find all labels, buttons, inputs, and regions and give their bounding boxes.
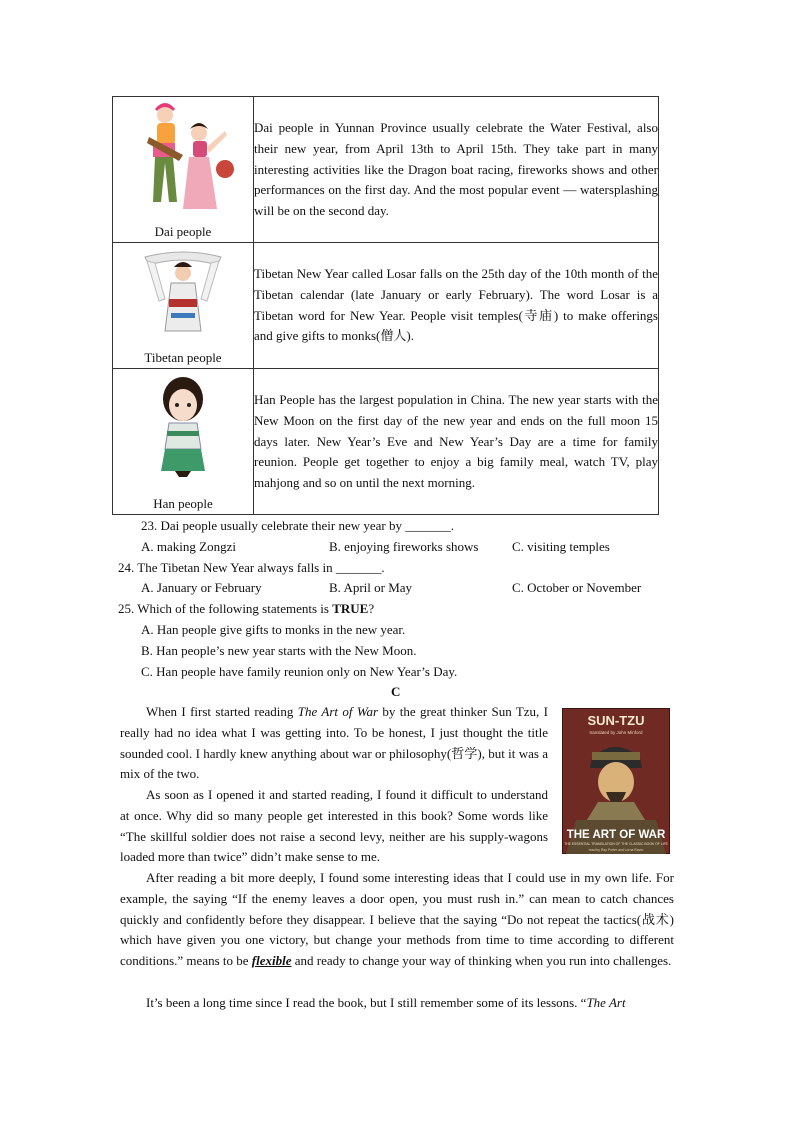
book-author: SUN-TZU	[587, 713, 645, 728]
dai-description: Dai people in Yunnan Province usually celebrate the Water Festival, also their new year, from April 13th to April 15th. They take part in many interesting activities like the Dragon boat racing, fireworks shows and other performances on the first day. And the most popular event — watersplashing will be on the second day.	[254, 97, 659, 243]
tibetan-description: Tibetan New Year called Losar falls on the 25th day of the 10th month of the Tibetan calendar (late January or early February). The word Losar is a Tibetan word for New Year. People visit temples(寺庙) to make offerings and give gifts to monks(僧人).	[254, 243, 659, 369]
book-translator: translated by John Minford	[589, 730, 643, 735]
question-25	[118, 601, 374, 617]
caption-tibetan: Tibetan people	[144, 350, 222, 365]
p1-post: by the great thinker Sun Tzu, I really had no idea what I was getting into. To be honest, I just thought the title sounded cool. I hardly knew anything about war or philosophy(哲学), but it was a mix of the two.	[120, 704, 548, 782]
option-25b: B. Han people’s new year starts with the New Moon.	[141, 643, 417, 658]
table-row	[113, 243, 659, 369]
option-23c: C. visiting temples	[512, 539, 610, 554]
section-heading-c: C	[391, 684, 401, 699]
book-cover	[562, 708, 670, 854]
book-readers: read by Ray Porter and Lorna Raver	[588, 848, 644, 852]
option-24c: C. October or November	[512, 580, 642, 595]
question-25-stem: 25. Which of the following statements is	[118, 601, 333, 616]
passage-paragraph-4	[120, 993, 674, 1014]
option-23a: A. making Zongzi	[141, 539, 236, 554]
tibetan-people-illustration	[113, 243, 253, 338]
book-title: THE ART OF WAR	[566, 829, 666, 841]
option-24a: A. January or February	[141, 580, 262, 595]
option-24b: B. April or May	[329, 580, 413, 595]
image-cell	[113, 369, 254, 515]
book-title-inline: The Art of War	[297, 704, 379, 719]
question-23: 23. Dai people usually celebrate their new year by _______.	[141, 518, 454, 533]
peoples-table	[112, 96, 659, 515]
option-23b: B. enjoying fireworks shows	[329, 539, 479, 554]
keyword-flexible: flexible	[251, 953, 292, 969]
caption-han: Han people	[153, 496, 213, 511]
p1-pre: When I first started reading	[146, 704, 298, 719]
passage-paragraph-3	[120, 868, 674, 972]
han-description: Han People has the largest population in China. The new year starts with the New Moon on the first day of the new year and ends on the full moon 15 days later. New Year’s Eve and New Year’s Day are a time for family reunion. People get together to enjoy a big family meal, watch TV, play mahjong and so on until the next morning.	[254, 369, 659, 515]
option-25a: A. Han people give gifts to monks in the new year.	[141, 622, 406, 637]
p3-pre: After reading a bit more deeply, I found some interesting ideas that I could use in my own life. For example, the saying “If the enemy leaves a door open, you must rush in.” can mean to catch chances quickly and confidently before they disappear. I believe that the saying “Do not repeat the tactics(战术) which have given you one victory, but change your methods from time to time according to different conditions.” means to be	[120, 870, 674, 969]
question-24: 24. The Tibetan New Year always falls in _______.	[118, 560, 385, 575]
p4-italic: The Art	[586, 995, 626, 1010]
book-subtitle: THE ESSENTIAL TRANSLATION OF THE CLASSIC BOOK OF LIFE	[564, 842, 668, 846]
p3-post: and ready to change your way of thinking when you run into challenges.	[291, 953, 672, 969]
question-25-mark: ?	[368, 601, 375, 616]
passage-paragraph-2	[120, 785, 548, 868]
option-25c: C. Han people have family reunion only on New Year’s Day.	[141, 664, 458, 679]
passage-paragraph-1	[120, 702, 548, 785]
han-people-illustration	[113, 369, 253, 481]
image-cell	[113, 97, 254, 243]
question-25-keyword: TRUE	[332, 601, 369, 616]
image-cell	[113, 243, 254, 369]
p2-text: As soon as I opened it and started reading, I found it difficult to understand at once. Why did so many people get interested in this book? Some words like “The skillful soldier does not raise a second levy, neither are his supply-wagons loaded more than twice” didn’t make sense to me.	[120, 787, 548, 865]
table-row	[113, 97, 659, 243]
caption-dai: Dai people	[154, 224, 212, 239]
p4-pre: It’s been a long time since I read the book, but I still remember some of its lessons. “	[146, 995, 587, 1010]
book-cover-art	[562, 708, 670, 854]
table-row	[113, 369, 659, 515]
dai-people-illustration	[113, 97, 253, 222]
